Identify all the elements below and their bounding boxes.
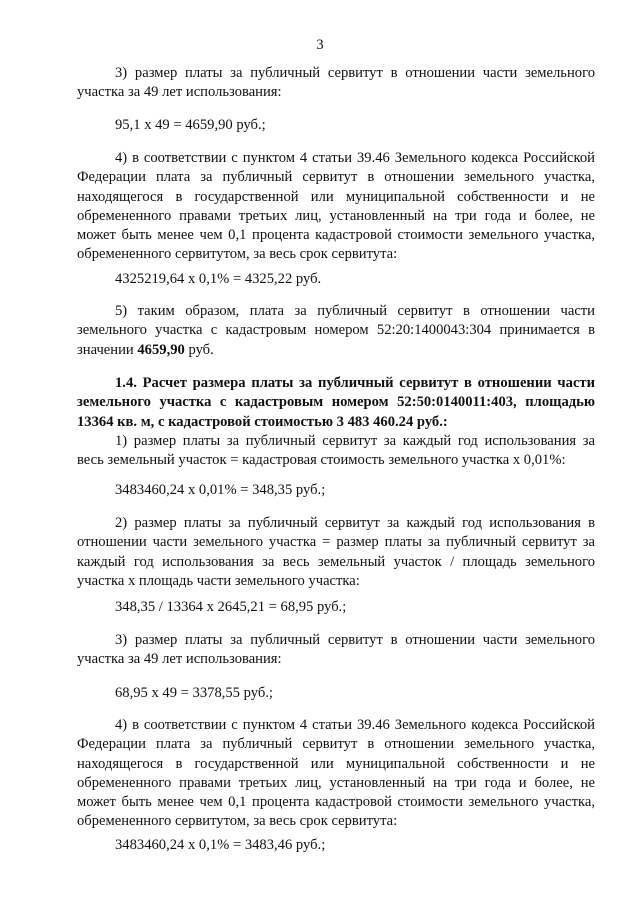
paragraph-b1: 1) размер платы за публичный сервитут за каждый год использования за весь земельный участок = кадастровая стоимость земельного участка х 0,01%: bbox=[77, 433, 595, 469]
formula-a4: 4325219,64 х 0,1% = 4325,22 руб. bbox=[115, 271, 322, 287]
paragraph-a5-text: 5) таким образом, плата за публичный сервитут в отношении части земельного участка с кадастровым номером 52:20:1400043:304 принимается в значении bbox=[77, 303, 595, 358]
paragraph-b3: 3) размер платы за публичный сервитут в отношении части земельного участка за 49 лет использования: bbox=[77, 632, 595, 668]
section-heading: 1.4. Расчет размера платы за публичный сервитут в отношении части земельного участка с кадастровым номером 52:50:0140011:403, площадью 13364 кв. м, с кадастровой стоимостью 3 483 460.24 руб.: bbox=[77, 375, 595, 430]
page-number: 3 bbox=[316, 37, 324, 53]
formula-a3: 95,1 х 49 = 4659,90 руб.; bbox=[115, 117, 266, 133]
paragraph-a5 bbox=[77, 302, 595, 360]
formula-b4: 3483460,24 х 0,1% = 3483,46 руб.; bbox=[115, 837, 326, 853]
paragraph-a5-unit: руб. bbox=[188, 341, 214, 358]
paragraph-a5-value: 4659,90 bbox=[137, 341, 185, 358]
paragraph-a4: 4) в соответствии с пунктом 4 статьи 39.46 Земельного кодекса Российской Федерации плата за публичный сервитут в отношении земельного участка, находящегося в государственной или муниципальной собственности и не обремененного правами третьих лиц, установленный на три года и более, не может быть менее чем 0,1 процента кадастровой стоимости земельного участка, обремененного сервитутом, за весь срок сервитута: bbox=[77, 150, 595, 263]
formula-b1: 3483460,24 х 0,01% = 348,35 руб.; bbox=[115, 482, 326, 498]
paragraph-b2: 2) размер платы за публичный сервитут за каждый год использования в отношении части земельного участка = размер платы за публичный сервитут за каждый год использования за весь земельный участок / площадь земельного участка х площадь части земельного участка: bbox=[77, 515, 595, 589]
formula-b3: 68,95 х 49 = 3378,55 руб.; bbox=[115, 685, 273, 701]
paragraph-b4: 4) в соответствии с пунктом 4 статьи 39.46 Земельного кодекса Российской Федерации плата за публичный сервитут в отношении земельного участка, находящегося в государственной или муниципальной собственности и не обремененного правами третьих лиц, установленный на три года и более, не может быть менее чем 0,1 процента кадастровой стоимости земельного участка, обремененного сервитутом, за весь срок сервитута: bbox=[77, 717, 595, 830]
paragraph-a3: 3) размер платы за публичный сервитут в отношении части земельного участка за 49 лет использования: bbox=[77, 65, 595, 101]
formula-b2: 348,35 / 13364 х 2645,21 = 68,95 руб.; bbox=[115, 599, 347, 615]
